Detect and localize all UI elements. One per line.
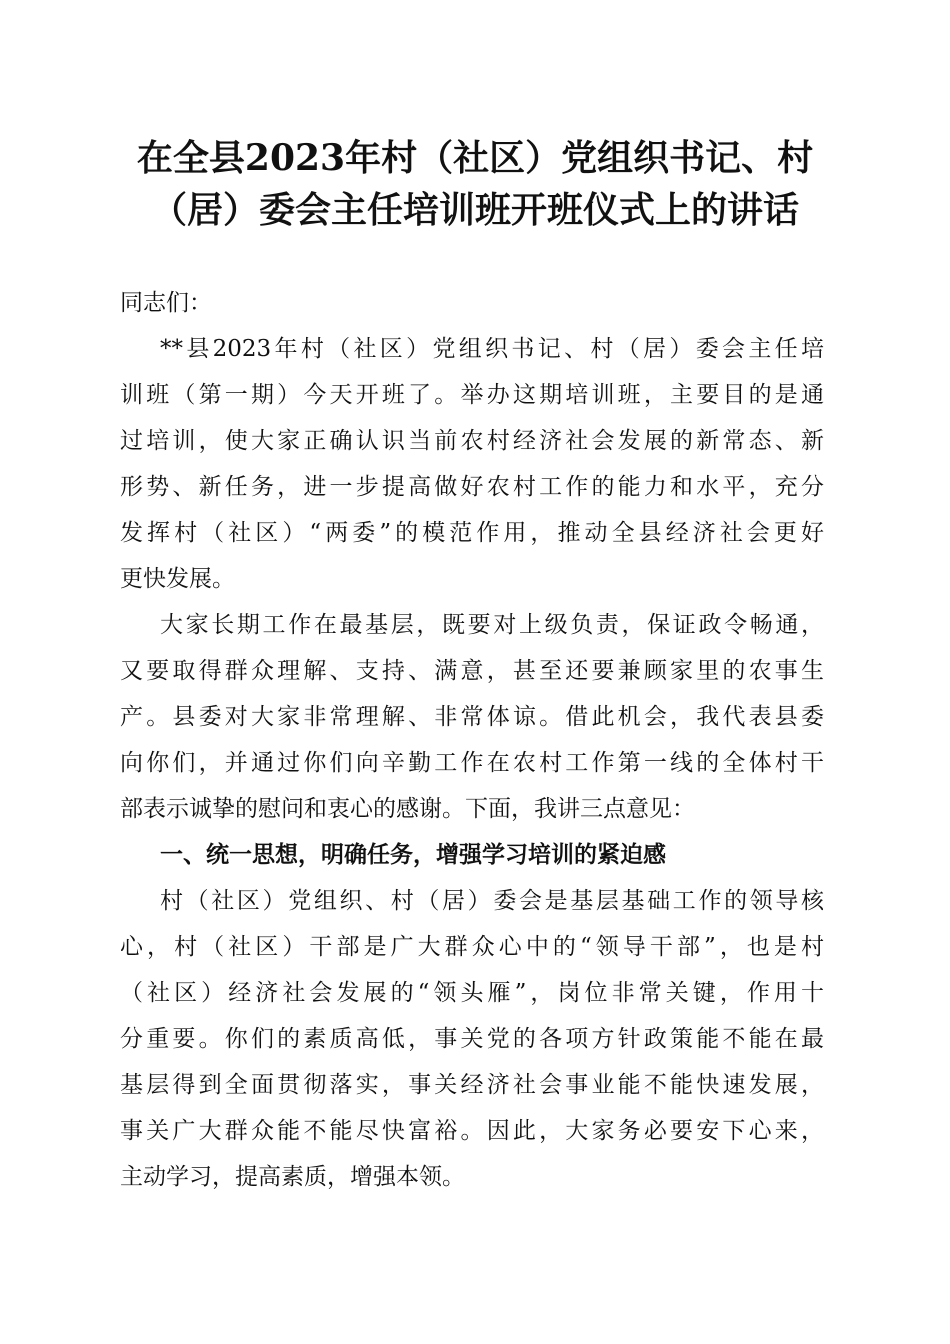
section-heading-1: 一、统一思想，明确任务，增强学习培训的紧迫感 <box>160 842 666 868</box>
paragraph-1-line: 发挥村（社区）“两委”的模范作用，推动全县经济社会更好 <box>120 520 824 546</box>
paragraph-3-line: 基层得到全面贯彻落实，事关经济社会事业能不能快速发展， <box>120 1072 824 1098</box>
paragraph-2-line: 产。县委对大家非常理解、非常体谅。借此机会，我代表县委 <box>120 704 824 730</box>
paragraph-3-line: 事关广大群众能不能尽快富裕。因此，大家务必要安下心来， <box>120 1118 824 1144</box>
paragraph-3-line: 心，村（社区）干部是广大群众心中的“领导干部”，也是村 <box>120 934 824 960</box>
paragraph-2-line: 又要取得群众理解、支持、满意，甚至还要兼顾家里的农事生 <box>120 658 824 684</box>
document-body <box>120 280 824 1200</box>
paragraph-1-line: 形势、新任务，进一步提高做好农村工作的能力和水平，充分 <box>120 474 824 500</box>
paragraph-1-line: **县2023年村（社区）党组织书记、村（居）委会主任培 <box>160 336 824 362</box>
salutation: 同志们： <box>120 290 212 316</box>
document-title <box>110 132 840 236</box>
paragraph-1-line: 训班（第一期）今天开班了。举办这期培训班，主要目的是通 <box>120 382 824 408</box>
paragraph-2 <box>120 602 824 832</box>
paragraph-1-line: 过培训，使大家正确认识当前农村经济社会发展的新常态、新 <box>120 428 824 454</box>
paragraph-3-line: 主动学习，提高素质，增强本领。 <box>120 1164 465 1190</box>
paragraph-1-line: 更快发展。 <box>120 566 235 592</box>
paragraph-1 <box>120 326 824 602</box>
paragraph-3 <box>120 878 824 1200</box>
paragraph-3-line: 村（社区）党组织、村（居）委会是基层基础工作的领导核 <box>160 888 824 914</box>
title-line-2: （居）委会主任培训班开班仪式上的讲话 <box>150 189 799 231</box>
paragraph-2-line: 向你们，并通过你们向辛勤工作在农村工作第一线的全体村干 <box>120 750 824 776</box>
paragraph-2-line: 部表示诚挚的慰问和衷心的感谢。下面，我讲三点意见： <box>120 796 695 822</box>
paragraph-2-line: 大家长期工作在最基层，既要对上级负责，保证政令畅通， <box>160 612 824 638</box>
paragraph-3-line: （社区）经济社会发展的“领头雁”，岗位非常关键，作用十 <box>120 980 824 1006</box>
title-line-1: 在全县2023年村（社区）党组织书记、村 <box>136 137 814 179</box>
paragraph-3-line: 分重要。你们的素质高低，事关党的各项方针政策能不能在最 <box>120 1026 824 1052</box>
